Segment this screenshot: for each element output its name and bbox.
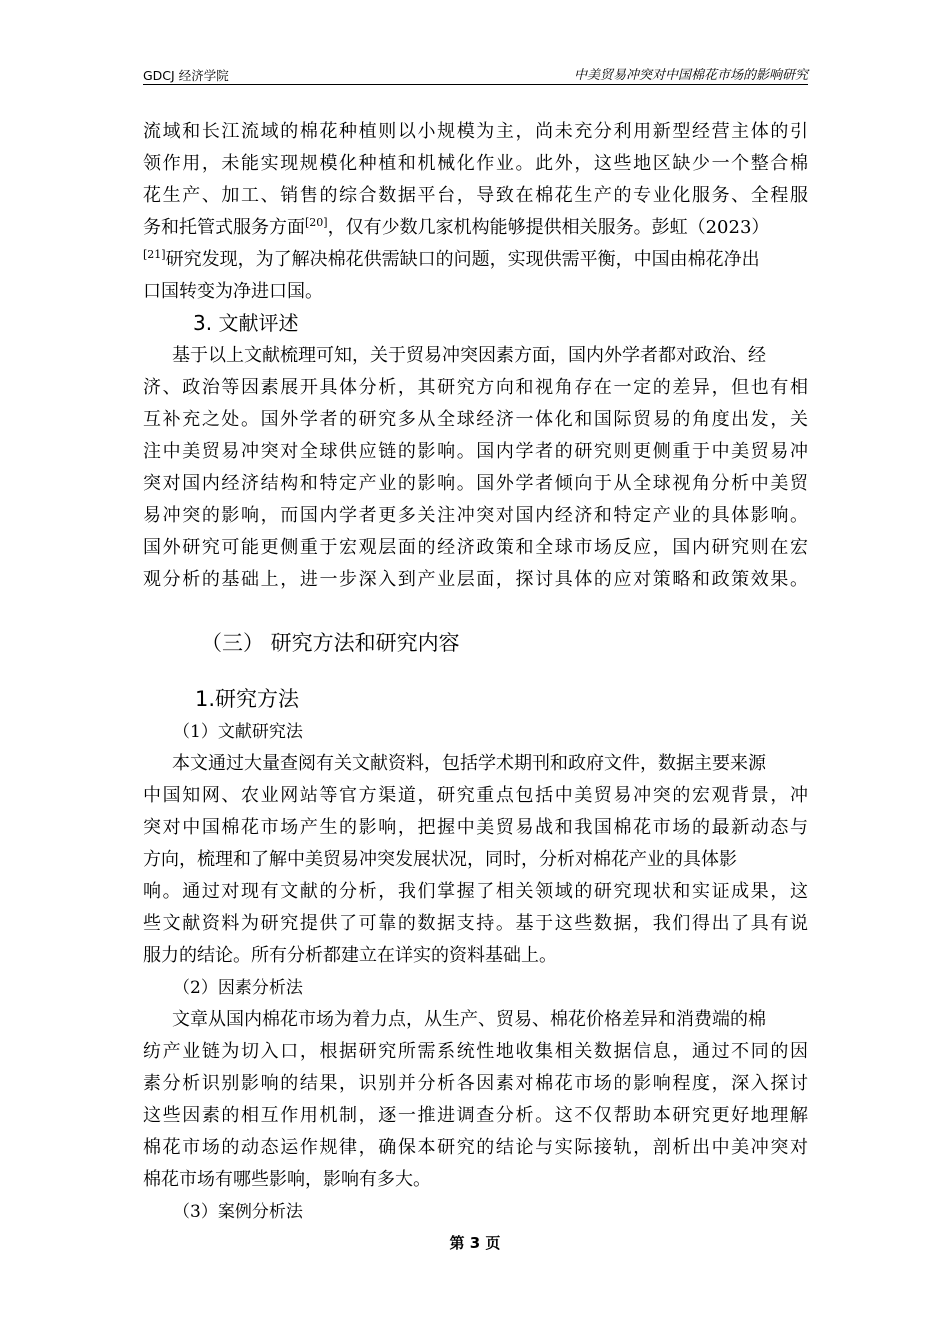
paragraph-line: 棉花市场的动态运作规律，确保本研究的结论与实际接轨，剖析出中美冲突对 bbox=[143, 1137, 808, 1158]
paragraph-line: 基于以上文献梳理可知，关于贸易冲突因素方面，国内外学者都对政治、经 bbox=[172, 345, 766, 366]
paragraph-line: 本文通过大量查阅有关文献资料，包括学术期刊和政府文件，数据主要来源 bbox=[172, 753, 766, 774]
paragraph-line: 这些因素的相互作用机制，逐一推进调查分析。这不仅帮助本研究更好地理解 bbox=[143, 1105, 808, 1126]
heading-literature-review: 3. 文献评述 bbox=[193, 311, 299, 335]
paragraph-line: 服力的结论。所有分析都建立在详实的资料基础上。 bbox=[143, 945, 557, 966]
text-span: 研究发现，为了解决棉花供需缺口的问题，实现供需平衡，中国由棉花净出 bbox=[165, 249, 760, 270]
header-title: 中美贸易冲突对中国棉花市场的影响研究 bbox=[573, 68, 808, 83]
paragraph-line: 响。通过对现有文献的分析，我们掌握了相关领域的研究现状和实证成果，这 bbox=[143, 881, 808, 902]
paragraph-line: 中国知网、农业网站等官方渠道，研究重点包括中美贸易冲突的宏观背景，冲 bbox=[143, 785, 808, 806]
subheading-literature-method: （1）文献研究法 bbox=[173, 722, 303, 742]
text-span: 务和托管式服务方面 bbox=[143, 217, 305, 238]
paragraph-line: 国外研究可能更侧重于宏观层面的经济政策和全球市场反应，国内研究则在宏 bbox=[143, 537, 808, 558]
paragraph-line: 突对中国棉花市场产生的影响，把握中美贸易战和我国棉花市场的最新动态与 bbox=[143, 817, 808, 838]
paragraph-line: 易冲突的影响，而国内学者更多关注冲突对国内经济和特定产业的具体影响。 bbox=[143, 505, 808, 526]
page-number: 第 3 页 bbox=[449, 1234, 501, 1252]
text-span: ，仅有少数几家机构能够提供相关服务。彭虹（2023） bbox=[327, 217, 770, 238]
paragraph-line: 方向，梳理和了解中美贸易冲突发展状况，同时，分析对棉花产业的具体影 bbox=[143, 849, 737, 870]
paragraph-line: 领作用，未能实现规模化种植和机械化作业。此外，这些地区缺少一个整合棉 bbox=[143, 153, 808, 174]
paragraph-line bbox=[143, 248, 760, 272]
paragraph-line: 纺产业链为切入口，根据研究所需系统性地收集相关数据信息，通过不同的因 bbox=[143, 1041, 808, 1062]
header-institution: GDCJ 经济学院 bbox=[143, 68, 229, 83]
paragraph-line: 口国转变为净进口国。 bbox=[143, 281, 323, 302]
subheading-factor-analysis: （2）因素分析法 bbox=[173, 978, 303, 998]
paragraph-line: 突对国内经济结构和特定产业的影响。国外学者倾向于从全球视角分析中美贸 bbox=[143, 473, 808, 494]
paragraph-line bbox=[143, 216, 769, 240]
paragraph-line: 些文献资料为研究提供了可靠的数据支持。基于这些数据，我们得出了具有说 bbox=[143, 913, 808, 934]
paragraph-line: 流域和长江流域的棉花种植则以小规模为主，尚未充分利用新型经营主体的引 bbox=[143, 121, 808, 142]
section-heading: （三） 研究方法和研究内容 bbox=[201, 631, 460, 655]
paragraph-line: 文章从国内棉花市场为着力点，从生产、贸易、棉花价格差异和消费端的棉 bbox=[172, 1009, 766, 1030]
paragraph-line: 济、政治等因素展开具体分析，其研究方向和视角存在一定的差异，但也有相 bbox=[143, 377, 808, 398]
paragraph-line: 注中美贸易冲突对全球供应链的影响。国内学者的研究则更侧重于中美贸易冲 bbox=[143, 441, 808, 462]
paragraph-line: 观分析的基础上，进一步深入到产业层面，探讨具体的应对策略和政策效果。 bbox=[143, 569, 808, 590]
citation-ref: [20] bbox=[305, 216, 328, 229]
paragraph-line: 互补充之处。国外学者的研究多从全球经济一体化和国际贸易的角度出发，关 bbox=[143, 409, 808, 430]
subheading-case-analysis: （3）案例分析法 bbox=[173, 1202, 303, 1222]
citation-ref: [21] bbox=[143, 248, 166, 261]
paragraph-line: 花生产、加工、销售的综合数据平台，导致在棉花生产的专业化服务、全程服 bbox=[143, 185, 808, 206]
paragraph-line: 棉花市场有哪些影响，影响有多大。 bbox=[143, 1169, 431, 1190]
heading-research-methods: 1.研究方法 bbox=[195, 687, 300, 711]
paragraph-line: 素分析识别影响的结果，识别并分析各因素对棉花市场的影响程度，深入探讨 bbox=[143, 1073, 808, 1094]
page-header bbox=[143, 68, 808, 85]
